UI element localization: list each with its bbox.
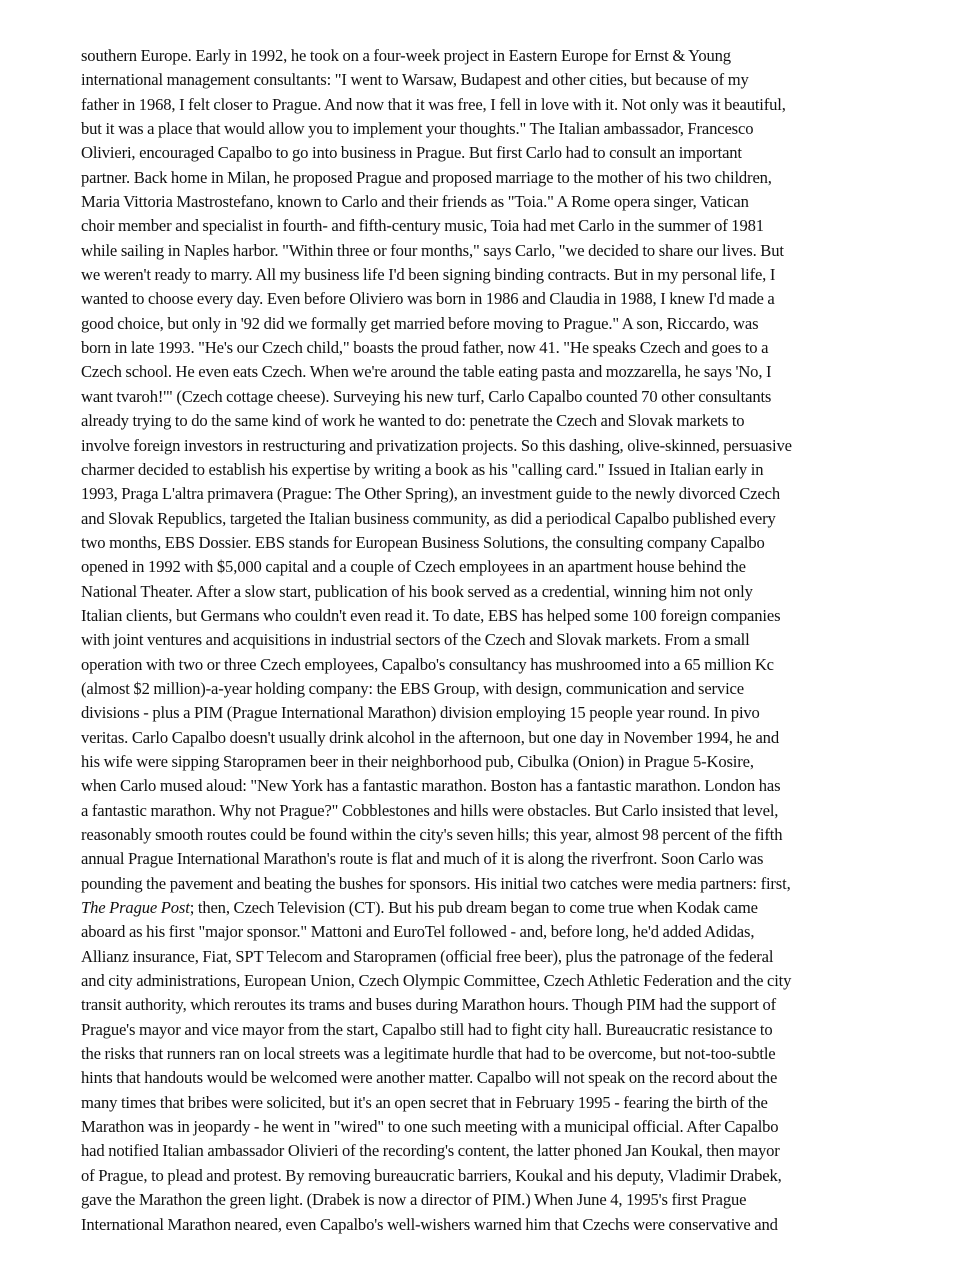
text-line: International Marathon neared, even Capalbo's well-wishers warned him that Czechs were conservative and: [81, 1214, 778, 1234]
text-line: many times that bribes were solicited, but it's an open secret that in February 1995 - fearing the birth of the: [81, 1092, 768, 1112]
text-line: charmer decided to establish his expertise by writing a book as his "calling card." Issued in Italian early in: [81, 459, 764, 479]
text-line: had notified Italian ambassador Olivieri of the recording's content, the latter phoned Jan Koukal, then mayor: [81, 1141, 780, 1161]
document-page: [81, 44, 881, 1237]
text-line: international management consultants: "I went to Warsaw, Budapest and other cities, but because of my: [81, 70, 749, 90]
text-line: Czech school. He even eats Czech. When we're around the table eating pasta and mozzarella, he says 'No, I: [81, 362, 772, 382]
text-line: Allianz insurance, Fiat, SPT Telecom and Staropramen (official free beer), plus the patronage of the federal: [81, 946, 774, 966]
text-line: Marathon was in jeopardy - he went in "wired" to one such meeting with a municipal official. After Capalbo: [81, 1117, 779, 1137]
text-line: but it was a place that would allow you to implement your thoughts." The Italian ambassador, Francesco: [81, 119, 754, 139]
text-line: annual Prague International Marathon's route is flat and much of it is along the riverfront. Soon Carlo was: [81, 849, 764, 869]
text-line: National Theater. After a slow start, publication of his book served as a credential, winning him not only: [81, 581, 753, 601]
text-line: and Slovak Republics, targeted the Italian business community, as did a periodical Capalbo published every: [81, 508, 776, 528]
text-line: southern Europe. Early in 1992, he took on a four-week project in Eastern Europe for Ernst & Young: [81, 46, 731, 65]
text-span: ; then, Czech Television (CT). But his pub dream began to come true when Kodak came: [189, 898, 758, 918]
text-line: and city administrations, European Union, Czech Olympic Committee, Czech Athletic Federation and the city: [81, 971, 792, 991]
text-line: his wife were sipping Staropramen beer in their neighborhood pub, Cibulka (Onion) in Prague 5-Kosire,: [81, 751, 754, 771]
text-line: Italian clients, but Germans who couldn't even read it. To date, EBS has helped some 100 foreign companies: [81, 605, 781, 625]
text-line: already trying to do the same kind of work he wanted to do: penetrate the Czech and Slovak markets to: [81, 411, 745, 431]
text-line: of Prague, to plead and protest. By removing bureaucratic barriers, Koukal and his deputy, Vladimir Drabek,: [81, 1165, 782, 1185]
text-line: wanted to choose every day. Even before Oliviero was born in 1986 and Claudia in 1988, I knew I'd made a: [81, 289, 775, 309]
text-line: [81, 896, 881, 920]
text-line: two months, EBS Dossier. EBS stands for European Business Solutions, the consulting company Capalbo: [81, 532, 765, 552]
text-line: Prague's mayor and vice mayor from the start, Capalbo still had to fight city hall. Bureaucratic resistance to: [81, 1019, 773, 1039]
publication-title: The Prague Post: [81, 898, 190, 918]
text-line: the risks that runners ran on local streets was a legitimate hurdle that had to be overcome, but not-too-subtle: [81, 1044, 776, 1064]
text-line: father in 1968, I felt closer to Prague. And now that it was free, I fell in love with it. Not only was it beautiful,: [81, 94, 786, 114]
text-line: good choice, but only in '92 did we formally get married before moving to Prague." A son, Riccardo, was: [81, 313, 759, 333]
text-line: opened in 1992 with $5,000 capital and a couple of Czech employees in an apartment house behind the: [81, 557, 746, 577]
text-line: a fantastic marathon. Why not Prague?" Cobblestones and hills were obstacles. But Carlo insisted that level,: [81, 800, 779, 820]
text-line: we weren't ready to marry. All my business life I'd been signing binding contracts. But in my personal life, I: [81, 265, 776, 285]
text-line: Olivieri, encouraged Capalbo to go into business in Prague. But first Carlo had to consult an important: [81, 143, 742, 163]
text-line: want tvaroh!'" (Czech cottage cheese). Surveying his new turf, Carlo Capalbo counted 70 other consultants: [81, 386, 772, 406]
text-line: born in late 1993. "He's our Czech child," boasts the proud father, now 41. "He speaks Czech and goes to a: [81, 338, 769, 358]
text-line: reasonably smooth routes could be found within the city's seven hills; this year, almost 98 percent of the fifth: [81, 825, 783, 844]
text-line: Maria Vittoria Mastrostefano, known to Carlo and their friends as "Toia." A Rome opera singer, Vatican: [81, 192, 749, 212]
text-line: partner. Back home in Milan, he proposed Prague and proposed marriage to the mother of his two children,: [81, 167, 772, 187]
text-line: pounding the pavement and beating the bushes for sponsors. His initial two catches were media partners: first,: [81, 873, 791, 893]
text-line: transit authority, which reroutes its trams and buses during Marathon hours. Though PIM had the support of: [81, 995, 777, 1015]
text-line: hints that handouts would be welcomed were another matter. Capalbo will not speak on the record about the: [81, 1068, 778, 1088]
text-line: gave the Marathon the green light. (Drabek is now a director of PIM.) When June 4, 1995's first Prague: [81, 1190, 747, 1210]
text-line: operation with two or three Czech employees, Capalbo's consultancy has mushroomed into a 65 million Kc: [81, 654, 774, 674]
text-line: while sailing in Naples harbor. "Within three or four months," says Carlo, "we decided to share our lives. But: [81, 240, 784, 260]
text-line: veritas. Carlo Capalbo doesn't usually drink alcohol in the afternoon, but one day in November 1994, he and: [81, 727, 779, 747]
text-line: with joint ventures and acquisitions in industrial sectors of the Czech and Slovak markets. From a small: [81, 630, 750, 650]
text-line: aboard as his first "major sponsor." Mattoni and EuroTel followed - and, before long, he'd added Adidas,: [81, 922, 755, 942]
text-line: (almost $2 million)-a-year holding company: the EBS Group, with design, communication and service: [81, 678, 744, 698]
text-line: 1993, Praga L'altra primavera (Prague: The Other Spring), an investment guide to the newly divorced Czech: [81, 484, 780, 504]
text-line: choir member and specialist in fourth- and fifth-century music, Toia had met Carlo in the summer of 1981: [81, 216, 764, 236]
text-line: when Carlo mused aloud: "New York has a fantastic marathon. Boston has a fantastic marathon. London has: [81, 776, 781, 796]
text-line: involve foreign investors in restructuring and privatization projects. So this dashing, olive-skinned, persuasive: [81, 435, 792, 455]
text-line: divisions - plus a PIM (Prague International Marathon) division employing 15 people year round. In pivo: [81, 703, 760, 723]
